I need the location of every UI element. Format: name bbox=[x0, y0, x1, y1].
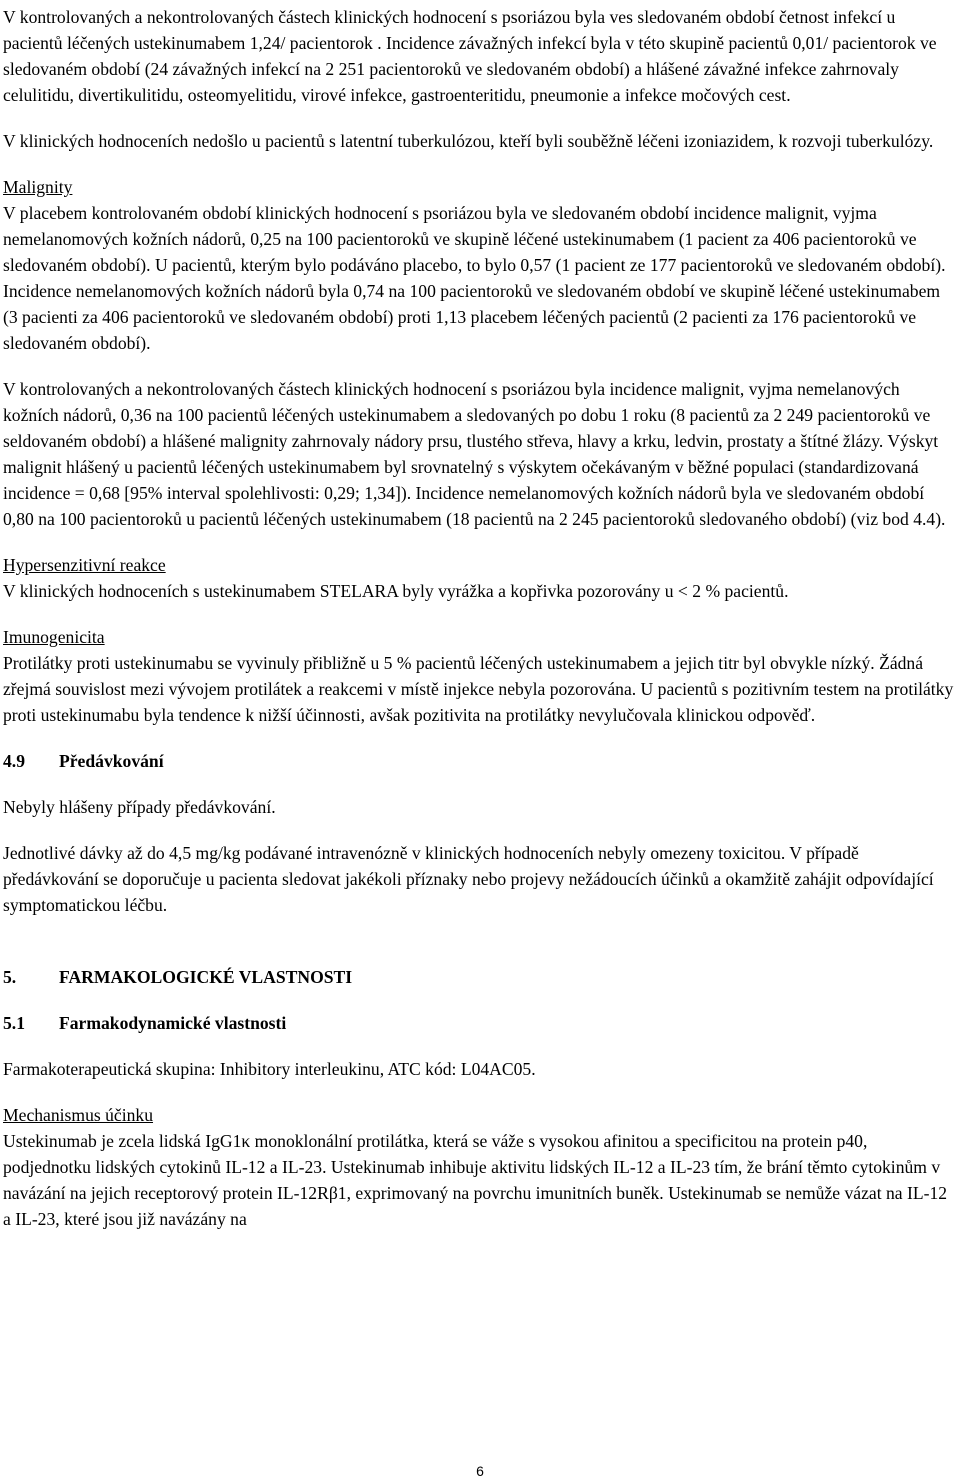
infection-paragraph: V kontrolovaných a nekontrolovaných částech klinických hodnocení s psoriázou byla ves sledovaném období četnost infekcí u pacientů léčených ustekinumabem 1,24/ pacientorok . Incidence závažných infekcí byla v této skupině pacientů 0,01/ pacientorok ve sledovaném období (24 závažných infekcí na 2 251 pacientoroků ve sledovaném období) a hlášené závažné infekce zahrnovaly celulitidu, divertikulitidu, osteomyelitidu, virové infekce, gastroenteritidu, pneumonie a infekce močových cest. bbox=[3, 7, 937, 105]
malignity-paragraph-1: V placebem kontrolovaném období klinických hodnocení s psoriázou byla ve sledovaném období incidence malignit, vyjma nemelanomových kožních nádorů, 0,25 na 100 pacientoroků ve skupině léčené ustekinumabem (1 pacient za 406 pacientoroků ve sledovaném období). U pacientů, kterým bylo podáváno placebo, to bylo 0,57 (1 pacient ze 177 pacientoroků ve sledovaném období). Incidence nemelanomových kožních nádorů byla 0,74 na 100 pacientoroků ve sledovaném období ve skupině léčené ustekinumabem (3 pacienti za 406 pacientoroků ve sledovaném období) proti 1,13 placebem léčených pacientů (2 pacienti za 176 pacientoroků ve sledovaném období). bbox=[3, 203, 946, 353]
section-5-1-number: 5.1 bbox=[3, 1013, 25, 1033]
document-page bbox=[3, 4, 957, 1232]
pharmacotherapeutic-group: Farmakoterapeutická skupina: Inhibitory interleukinu, ATC kód: L04AC05. bbox=[3, 1059, 536, 1079]
section-5-1-heading bbox=[3, 1010, 957, 1036]
section-4-9-number: 4.9 bbox=[3, 751, 25, 771]
tuberculosis-paragraph: V klinických hodnoceních nedošlo u pacientů s latentní tuberkulózou, kteří byli souběžně léčeni izoniazidem, k rozvoji tuberkulózy. bbox=[3, 131, 934, 151]
mechanism-paragraph: Ustekinumab je zcela lidská IgG1κ monoklonální protilátka, která se váže s vysokou afinitou a specificitou na protein p40, podjednotku lidských cytokinů IL-12 a IL-23. Ustekinumab inhibuje aktivitu lidských IL-12 a IL-23 tím, že brání těmto cytokinům v navázání na jejich receptorový protein IL-12Rβ1, exprimovaný na povrchu imunitních buněk. Ustekinumab se nemůže vázat na IL-12 a IL-23, které jsou již navázány na bbox=[3, 1131, 948, 1229]
section-5-1-title: Farmakodynamické vlastnosti bbox=[59, 1013, 287, 1033]
overdose-paragraph-2: Jednotlivé dávky až do 4,5 mg/kg podávané intravenózně v klinických hodnoceních nebyly omezeny toxicitou. V případě předávkování se doporučuje u pacienta sledovat jakékoli příznaky nebo projevy nežádoucích účinků a okamžitě zahájit odpovídající symptomatickou léčbu. bbox=[3, 843, 934, 915]
overdose-paragraph-1: Nebyly hlášeny případy předávkování. bbox=[3, 797, 276, 817]
immunogenicity-paragraph: Protilátky proti ustekinumabu se vyvinuly přibližně u 5 % pacientů léčených ustekinumabem a jejich titr byl obvykle nízký. Žádná zřejmá souvislost mezi vývojem protilátek a reakcemi v místě injekce nebyla pozorována. U pacientů s pozitivním testem na protilátky proti ustekinumabu byla tendence k nižší účinnosti, avšak pozitivita na protilátky nevylučovala klinickou odpověď. bbox=[3, 653, 954, 725]
malignity-paragraph-2: V kontrolovaných a nekontrolovaných částech klinických hodnocení s psoriázou byla incidence malignit, vyjma nemelanových kožních nádorů, 0,36 na 100 pacientů léčených ustekinumabem a sledovaných po dobu 1 roku (8 pacientů za 2 249 pacientoroků ve seldovaném období) a hlášené malignity zahrnovaly nádory prsu, tlustého střeva, hlavy a krku, ledvin, prostaty a štítné žlázy. Výskyt malignit hlášený u pacientů léčených ustekinumabem byl srovnatelný s výskytem očekávaným v běžné populaci (standardizovaná incidence = 0,68 [95% interval spolehlivosti: 0,29; 1,34]). Incidence nemelanomových kožních nádorů byla ve sledovaném období 0,80 na 100 pacientoroků u pacientů léčených ustekinumabem (18 pacientů na 2 245 pacientoroků sledovaného období) (viz bod 4.4). bbox=[3, 379, 946, 529]
section-4-9-title: Předávkování bbox=[59, 751, 164, 771]
mechanism-heading: Mechanismus účinku bbox=[3, 1105, 154, 1125]
page-number: 6 bbox=[476, 1463, 484, 1479]
malignity-heading: Malignity bbox=[3, 177, 73, 197]
section-4-9-heading bbox=[3, 748, 957, 774]
hypersensitivity-heading: Hypersenzitivní reakce bbox=[3, 555, 166, 575]
section-5-number: 5. bbox=[3, 967, 17, 987]
immunogenicity-heading: Imunogenicita bbox=[3, 627, 105, 647]
section-5-heading bbox=[3, 964, 957, 990]
section-5-title: FARMAKOLOGICKÉ VLASTNOSTI bbox=[59, 967, 353, 987]
hypersensitivity-paragraph: V klinických hodnoceních s ustekinumabem STELARA byly vyrážka a kopřivka pozorovány u < 2 % pacientů. bbox=[3, 581, 789, 601]
